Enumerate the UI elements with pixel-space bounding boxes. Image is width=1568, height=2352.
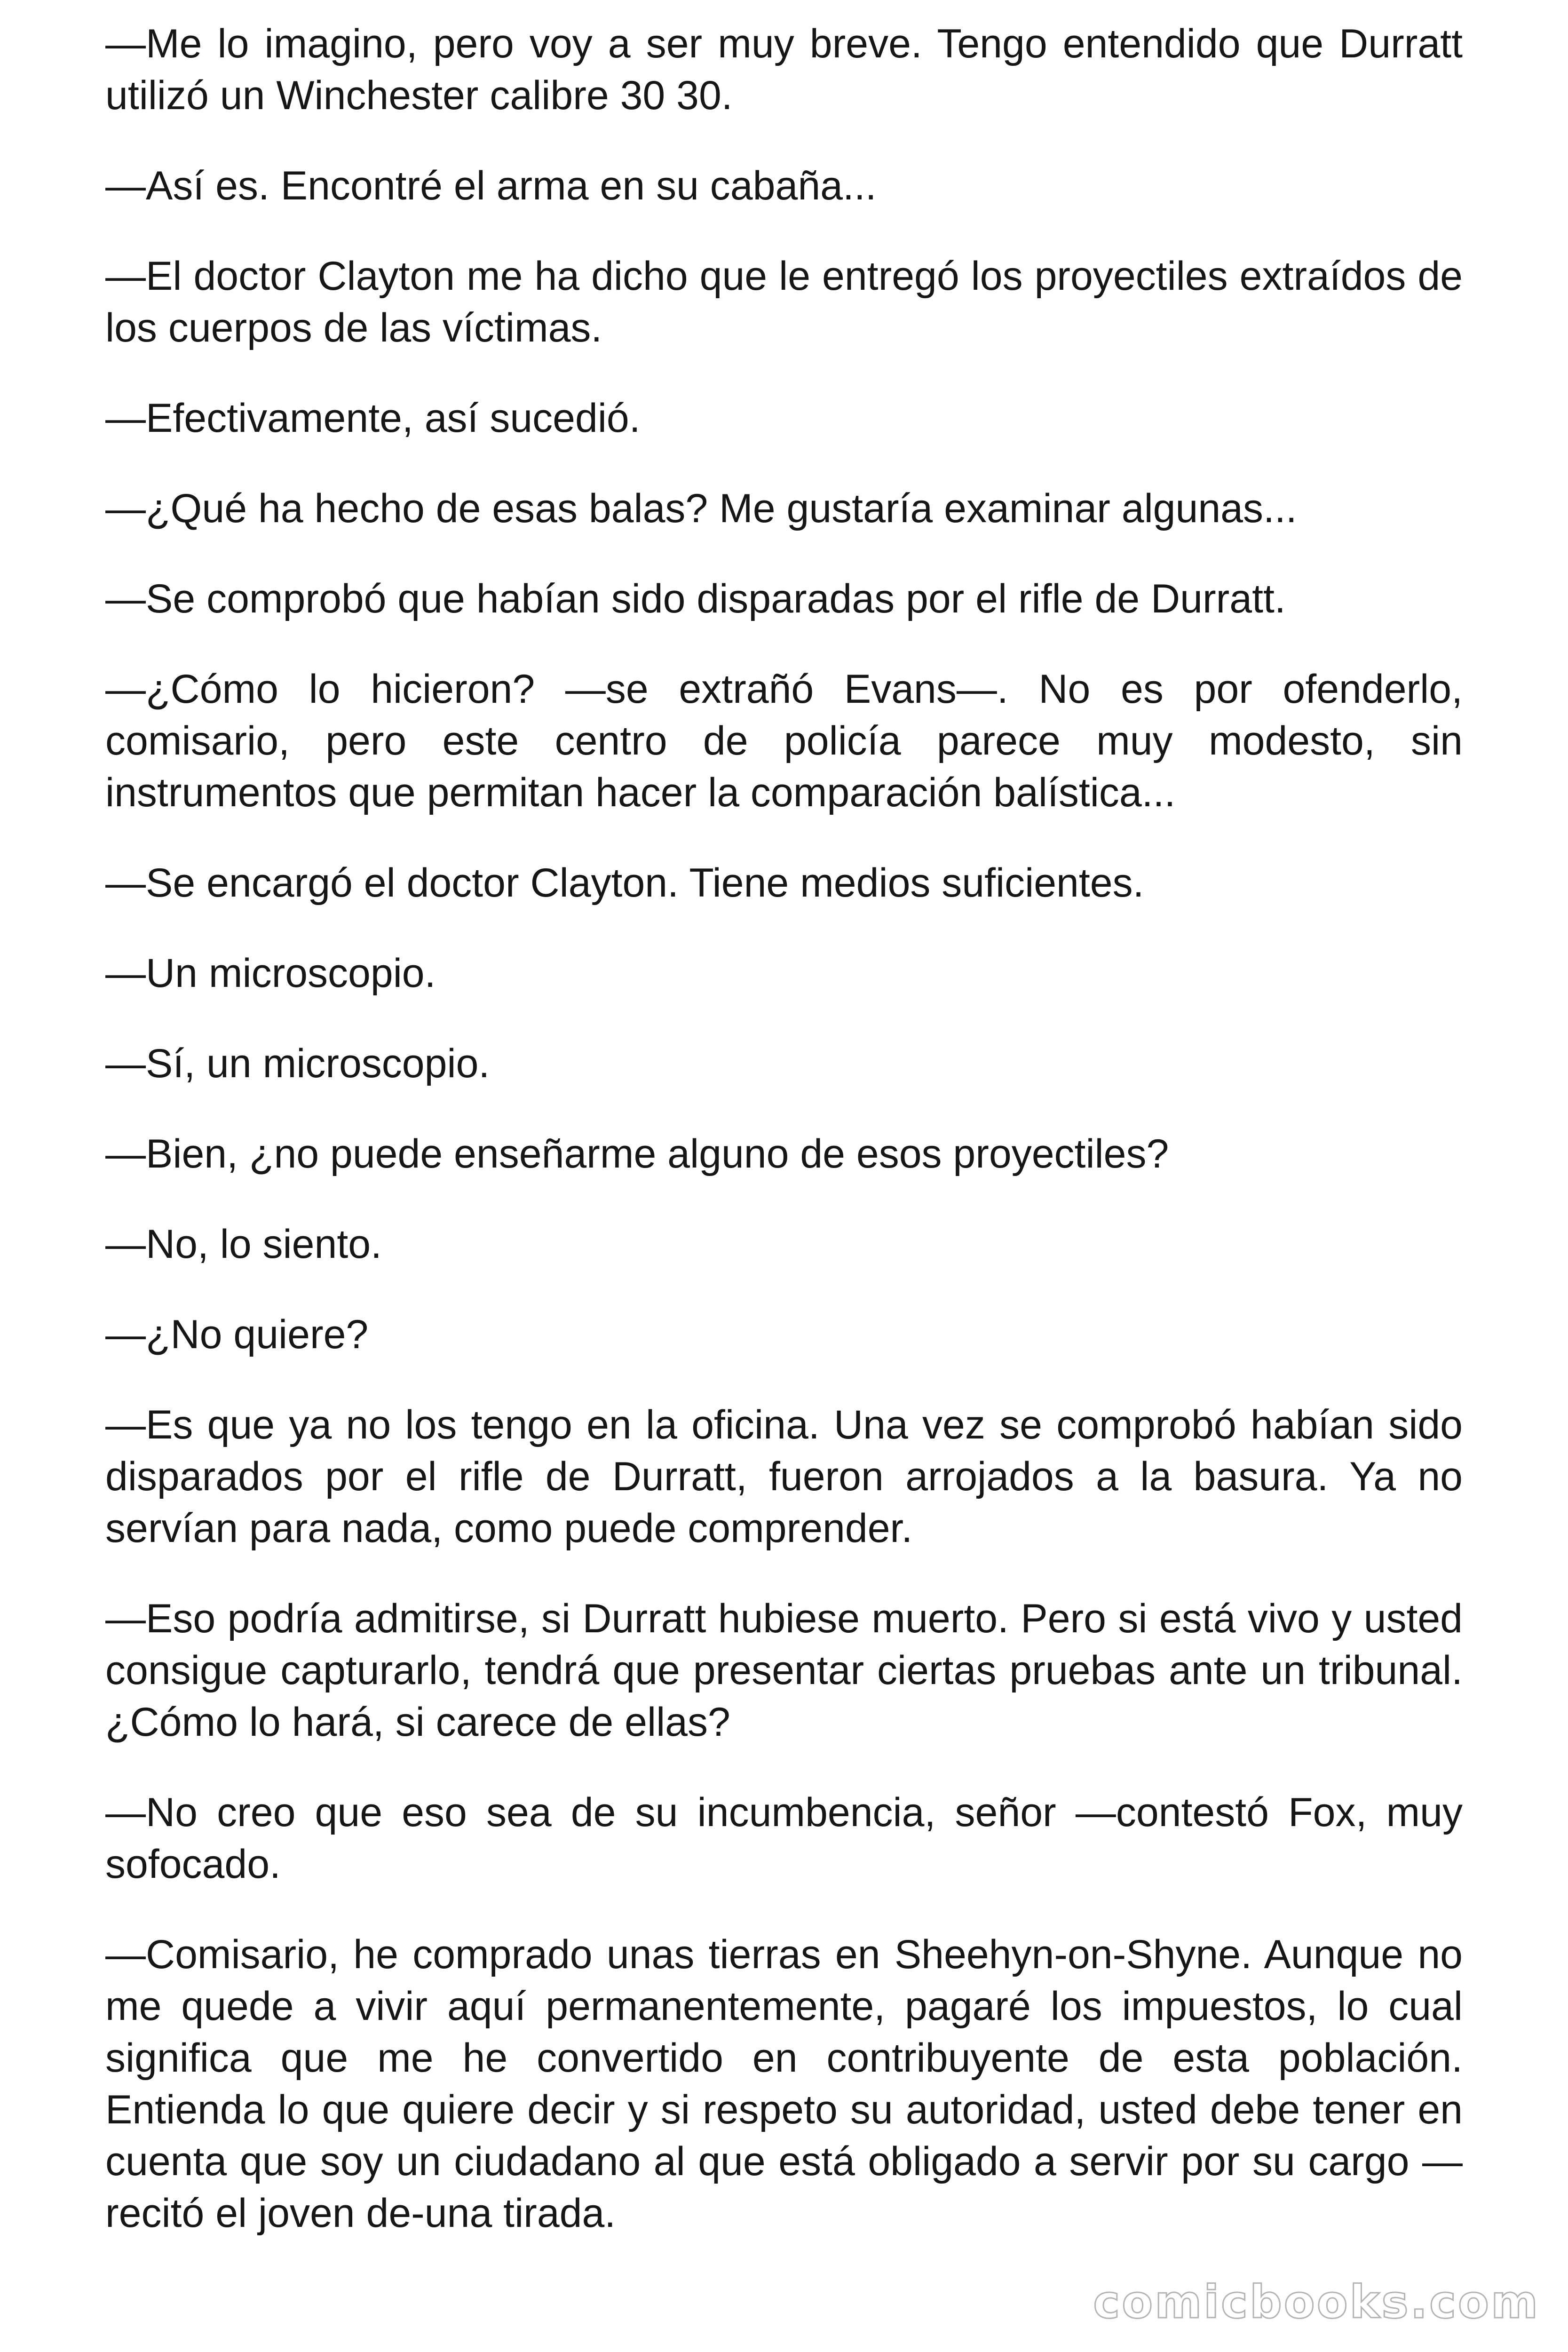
paragraph: —Eso podría admitirse, si Durratt hubiese muerto. Pero si está vivo y usted consigue capturarlo, tendrá que presentar ciertas pruebas ante un tribunal. ¿Cómo lo hará, si carece de ellas? [105,1596,1463,1745]
paragraph: —Comisario, he comprado unas tierras en Sheehyn-on-Shyne. Aunque no me quede a vivir aquí permanentemente, pagaré los impuestos, lo cual significa que me he convertido en contribuyente de esta población. Entienda lo que quiere decir y si respeto su autoridad, usted debe tener en cuenta que soy un ciudadano al que está obligado a servir por su cargo —recitó el joven de-una tirada. [105,1932,1463,2236]
paragraph: —Sí, un microscopio. [105,1041,490,1086]
paragraph: —¿Cómo lo hicieron? —se extrañó Evans—. No es por ofenderlo, comisario, pero este centro de policía parece muy modesto, sin instrumentos que permitan hacer la comparación balística... [105,667,1463,815]
paragraph: —¿No quiere? [105,1312,369,1357]
paragraph: —Un microscopio. [105,951,436,996]
paragraph: —Efectivamente, así sucedió. [105,396,641,441]
paragraph: —Se encargó el doctor Clayton. Tiene medios suficientes. [105,860,1144,906]
paragraph: —El doctor Clayton me ha dicho que le entregó los proyectiles extraídos de los cuerpos de las víctimas. [105,254,1463,350]
paragraph: —Bien, ¿no puede enseñarme alguno de esos proyectiles? [105,1131,1169,1176]
page-text [105,18,1463,2278]
paragraph: —No, lo siento. [105,1222,382,1267]
paragraph: —No creo que eso sea de su incumbencia, señor —contestó Fox, muy sofocado. [105,1790,1463,1887]
paragraph: —Se comprobó que habían sido disparadas por el rifle de Durratt. [105,576,1286,621]
paragraph: —Es que ya no los tengo en la oficina. Una vez se comprobó habían sido disparados por el rifle de Durratt, fueron arrojados a la basura. Ya no servían para nada, como puede comprender. [105,1402,1463,1551]
paragraph: —Así es. Encontré el arma en su cabaña... [105,163,877,208]
paragraph: —¿Qué ha hecho de esas balas? Me gustaría examinar algunas... [105,486,1297,531]
paragraph: —Me lo imagino, pero voy a ser muy breve. Tengo entendido que Durratt utilizó un Winchester calibre 30 30. [105,21,1463,118]
watermark: comicbooks.com [1093,2276,1540,2328]
